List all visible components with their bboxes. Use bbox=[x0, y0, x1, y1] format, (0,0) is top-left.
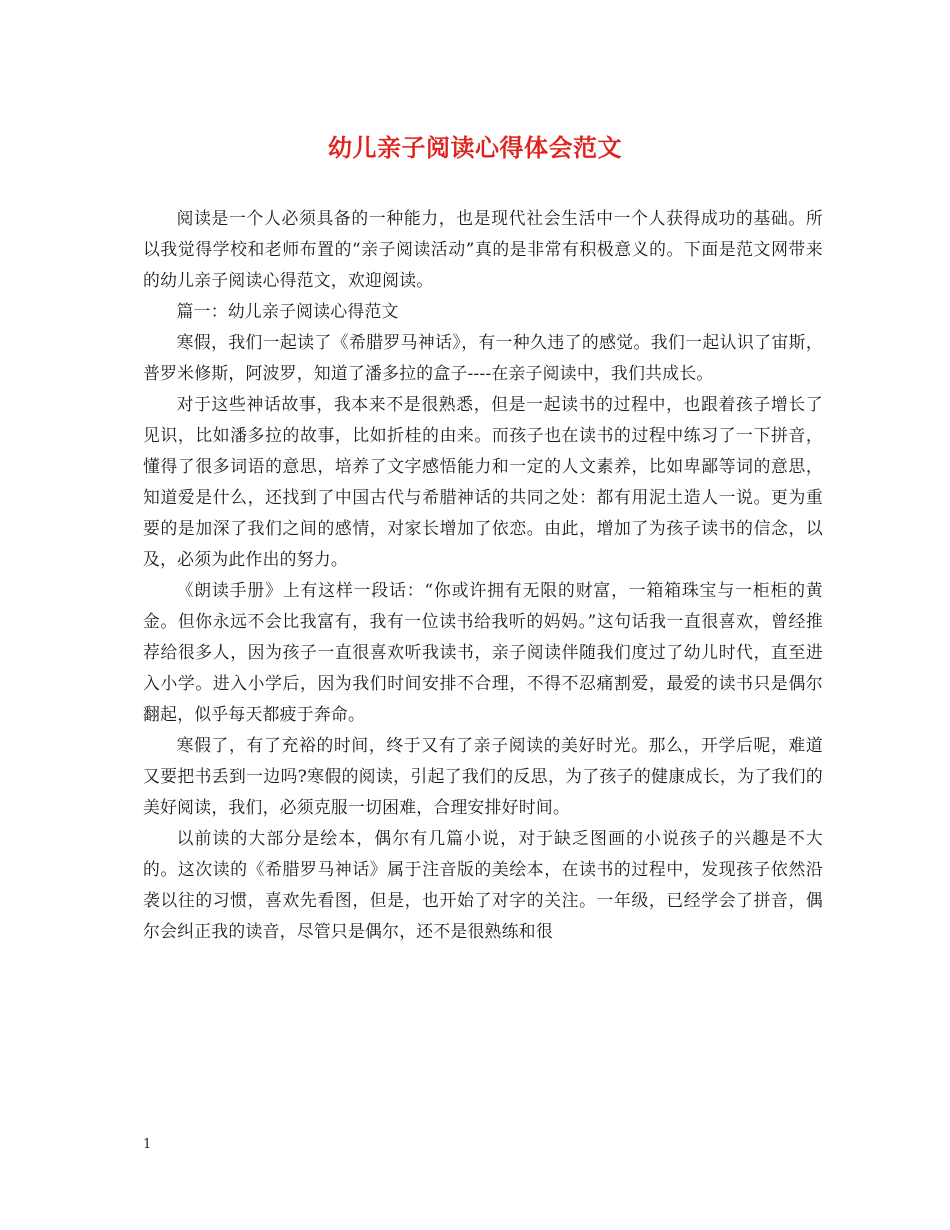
document-title: 幼儿亲子阅读心得体会范文 bbox=[328, 133, 622, 162]
paragraph: 《朗读手册》上有这样一段话：“你或许拥有无限的财富，一箱箱珠宝与一柜柜的黄金。但你永远不会比我富有，我有一位读书给我听的妈妈。”这句话我一直很喜欢，曾经推荐给很多人，因为孩子一直很喜欢听我读书，亲子阅读伴随我们度过了幼儿时代，直至进入小学。进入小学后，因为我们时间安排不合理，不得不忍痛割爱，最爱的读书只是偶尔翻起，似乎每天都疲于奔命。 bbox=[143, 580, 823, 724]
document-body bbox=[143, 203, 823, 947]
paragraph-intro: 阅读是一个人必须具备的一种能力，也是现代社会生活中一个人获得成功的基础。所以我觉得学校和老师布置的“亲子阅读活动”真的是非常有积极意义的。下面是范文网带来的幼儿亲子阅读心得范文，欢迎阅读。 bbox=[143, 208, 823, 290]
paragraph: 寒假了，有了充裕的时间，终于又有了亲子阅读的美好时光。那么，开学后呢，难道又要把书丢到一边吗?寒假的阅读，引起了我们的反思，为了孩子的健康成长，为了我们的美好阅读，我们，必须克服一切困难，合理安排好时间。 bbox=[143, 735, 823, 817]
section-heading: 篇一：幼儿亲子阅读心得范文 bbox=[176, 301, 399, 321]
paragraph: 寒假，我们一起读了《希腊罗马神话》，有一种久违了的感觉。我们一起认识了宙斯，普罗米修斯，阿波罗，知道了潘多拉的盒子----在亲子阅读中，我们共成长。 bbox=[143, 332, 823, 383]
page-number: 1 bbox=[143, 1137, 152, 1152]
paragraph: 以前读的大部分是绘本，偶尔有几篇小说，对于缺乏图画的小说孩子的兴趣是不大的。这次读的《希腊罗马神话》属于注音版的美绘本，在读书的过程中，发现孩子依然沿袭以往的习惯，喜欢先看图，但是，也开始了对字的关注。一年级，已经学会了拼音，偶尔会纠正我的读音，尽管只是偶尔，还不是很熟练和很 bbox=[143, 828, 823, 941]
paragraph: 对于这些神话故事，我本来不是很熟悉，但是一起读书的过程中，也跟着孩子增长了见识，比如潘多拉的故事，比如折桂的由来。而孩子也在读书的过程中练习了一下拼音，懂得了很多词语的意思，培养了文字感悟能力和一定的人文素养，比如卑鄙等词的意思，知道爱是什么，还找到了中国古代与希腊神话的共同之处：都有用泥土造人一说。更为重要的是加深了我们之间的感情，对家长增加了依恋。由此，增加了为孩子读书的信念，以及，必须为此作出的努力。 bbox=[143, 394, 823, 569]
